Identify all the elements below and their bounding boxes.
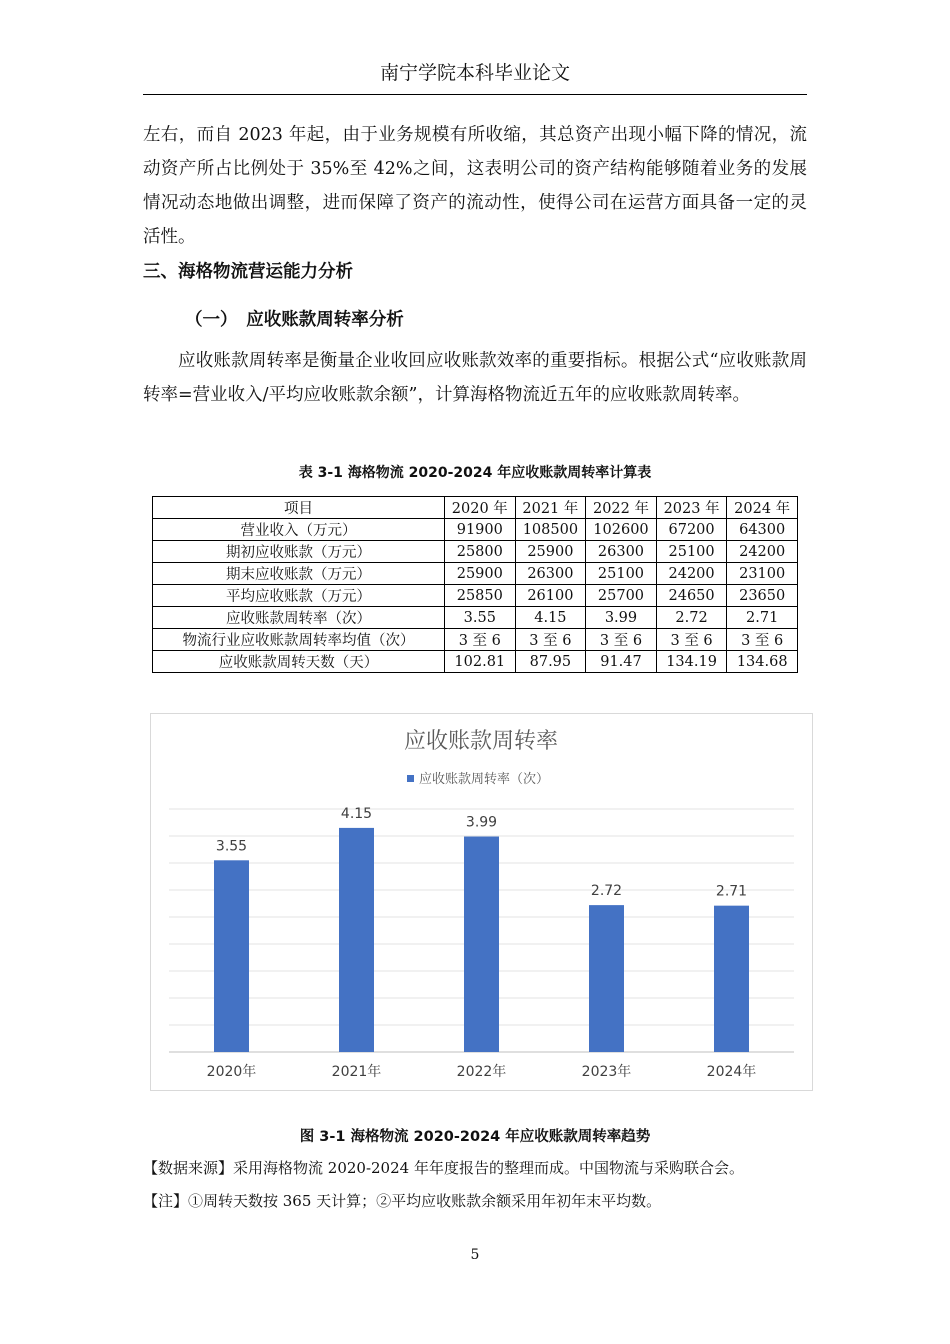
table-cell: 26300 <box>515 563 586 585</box>
table-header-cell: 2021 年 <box>515 497 586 519</box>
table-cell: 134.19 <box>656 651 727 673</box>
table-header-cell: 2022 年 <box>586 497 657 519</box>
table-caption: 表 3-1 海格物流 2020-2024 年应收账款周转率计算表 <box>298 465 652 481</box>
table-cell: 102600 <box>586 519 657 541</box>
data-label: 2.72 <box>590 883 623 900</box>
table-row <box>153 629 798 651</box>
data-label: 3.99 <box>465 814 498 831</box>
data-source-note: 【数据来源】采用海格物流 2020-2024 年年度报告的整理而成。中国物流与采购联合会。 <box>143 1159 744 1177</box>
table-cell: 25100 <box>656 541 727 563</box>
table-row <box>153 519 798 541</box>
turnover-chart <box>150 713 813 1091</box>
table-cell: 134.68 <box>727 651 798 673</box>
table-row-label: 期初应收账款（万元） <box>153 541 445 563</box>
table-cell: 25100 <box>586 563 657 585</box>
table-cell: 24650 <box>656 585 727 607</box>
table-cell: 23650 <box>727 585 798 607</box>
x-tick-label: 2021年 <box>331 1064 382 1080</box>
table-cell: 3 至 6 <box>586 629 657 651</box>
table-row-label: 应收账款周转率（次） <box>153 607 445 629</box>
table-header-cell: 项目 <box>153 497 445 519</box>
table-cell: 23100 <box>727 563 798 585</box>
bar <box>464 837 499 1052</box>
table-cell: 24200 <box>656 563 727 585</box>
table-cell: 3 至 6 <box>445 629 516 651</box>
table-row-label: 期末应收账款（万元） <box>153 563 445 585</box>
table-cell: 67200 <box>656 519 727 541</box>
table-row <box>153 541 798 563</box>
table-row <box>153 563 798 585</box>
chart-bars <box>214 828 749 1052</box>
figure-caption: 图 3-1 海格物流 2020-2024 年应收账款周转率趋势 <box>299 1129 651 1145</box>
table-header-cell: 2023 年 <box>656 497 727 519</box>
table-row <box>153 651 798 673</box>
footnote: 【注】①周转天数按 365 天计算；②平均应收账款余额采用年初年末平均数。 <box>143 1192 662 1210</box>
paragraph-turnover-intro: 应收账款周转率是衡量企业收回应收账款效率的重要指标。根据公式“应收账款周转率=营业收入/平均应收账款余额”，计算海格物流近五年的应收账款周转率。 <box>143 351 807 405</box>
table-cell: 25700 <box>586 585 657 607</box>
table-cell: 26100 <box>515 585 586 607</box>
table-row <box>153 585 798 607</box>
table-cell: 2.72 <box>656 607 727 629</box>
table-cell: 91.47 <box>586 651 657 673</box>
x-tick-label: 2022年 <box>456 1064 507 1080</box>
table-cell: 25800 <box>445 541 516 563</box>
table-cell: 25900 <box>445 563 516 585</box>
table-cell: 64300 <box>727 519 798 541</box>
paragraph-asset-structure: 左右，而自 2023 年起，由于业务规模有所收缩，其总资产出现小幅下降的情况，流动资产所占比例处于 35%至 42%之间，这表明公司的资产结构能够随着业务的发展情况动态地做出调整，进而保障了资产的流动性，使得公司在运营方面具备一定的灵活性。 <box>143 125 807 247</box>
table-cell: 102.81 <box>445 651 516 673</box>
table-cell: 4.15 <box>515 607 586 629</box>
x-tick-label: 2023年 <box>581 1064 632 1080</box>
table-cell: 3.99 <box>586 607 657 629</box>
table-cell: 26300 <box>586 541 657 563</box>
table-row-label: 应收账款周转天数（天） <box>153 651 445 673</box>
table-cell: 3.55 <box>445 607 516 629</box>
table-row-label: 物流行业应收账款周转率均值（次） <box>153 629 445 651</box>
table-cell: 91900 <box>445 519 516 541</box>
data-label: 3.55 <box>215 838 248 855</box>
table-header-row <box>153 497 798 519</box>
table-header-cell: 2020 年 <box>445 497 516 519</box>
bar <box>214 860 249 1052</box>
x-tick-label: 2024年 <box>706 1064 757 1080</box>
table-row-label: 平均应收账款（万元） <box>153 585 445 607</box>
table-cell: 3 至 6 <box>515 629 586 651</box>
running-header: 南宁学院本科毕业论文 <box>379 62 570 84</box>
legend-label: 应收账款周转率（次） <box>419 772 550 787</box>
data-label: 2.71 <box>715 883 748 900</box>
bar <box>714 906 749 1052</box>
table-cell: 2.71 <box>727 607 798 629</box>
table-row <box>153 607 798 629</box>
section-heading: 三、海格物流营运能力分析 <box>143 262 353 282</box>
subsection-heading: （一） 应收账款周转率分析 <box>185 310 404 330</box>
table-cell: 24200 <box>727 541 798 563</box>
table-row-label: 营业收入（万元） <box>153 519 445 541</box>
turnover-table <box>152 496 798 673</box>
data-label: 4.15 <box>340 805 373 822</box>
chart-canvas <box>151 714 812 1090</box>
legend-swatch <box>407 775 414 782</box>
bar <box>339 828 374 1052</box>
header-rule <box>143 94 807 95</box>
table-cell: 3 至 6 <box>727 629 798 651</box>
table-header-cell: 2024 年 <box>727 497 798 519</box>
chart-title: 应收账款周转率 <box>403 729 559 754</box>
table-cell: 87.95 <box>515 651 586 673</box>
table-cell: 108500 <box>515 519 586 541</box>
chart-x-axis <box>207 1063 757 1080</box>
table-cell: 3 至 6 <box>656 629 727 651</box>
table-cell: 25850 <box>445 585 516 607</box>
page-number: 5 <box>470 1247 480 1263</box>
bar <box>589 905 624 1052</box>
x-tick-label: 2020年 <box>206 1064 257 1080</box>
table-cell: 25900 <box>515 541 586 563</box>
